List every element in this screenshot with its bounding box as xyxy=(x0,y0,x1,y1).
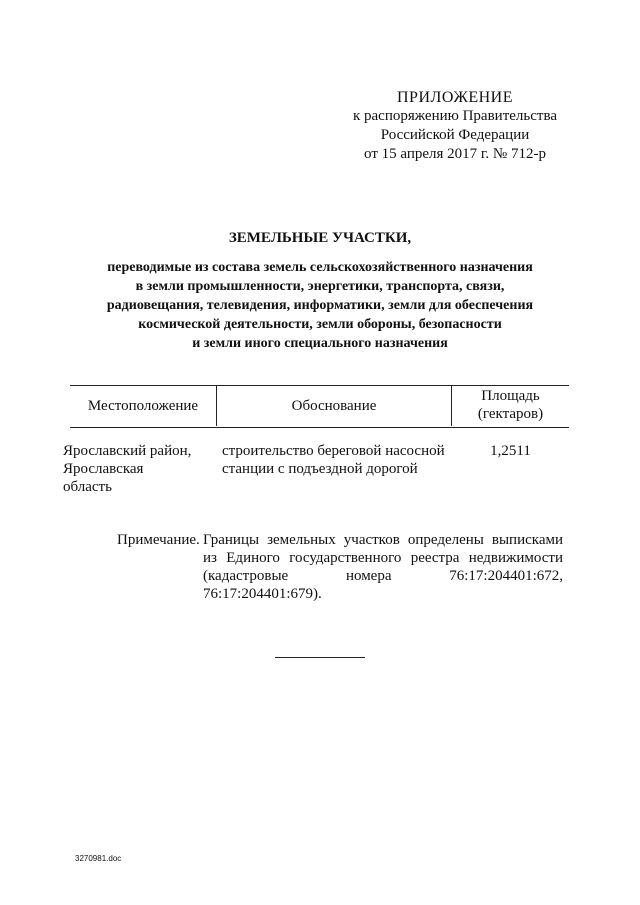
cell-reason xyxy=(222,442,450,478)
subtitle-line: и земли иного специального назначения xyxy=(192,336,448,351)
note-line: (кадастровые номера 76:17:204401:672, xyxy=(203,568,563,584)
header-reason: Обоснование xyxy=(291,398,377,414)
cell-area: 1,2511 xyxy=(490,443,531,459)
appendix-block xyxy=(345,88,565,164)
header-location: Местоположение xyxy=(87,398,199,414)
subtitle-line: переводимые из состава земель сельскохозяйственного назначения xyxy=(107,260,533,275)
header-area-line: Площадь xyxy=(481,388,540,404)
header-area-line: (гектаров) xyxy=(477,406,544,422)
note-line: 76:17:204401:679). xyxy=(203,586,322,602)
appendix-line-date: от 15 апреля 2017 г. № 712-р xyxy=(364,146,546,162)
note-label: Примечание. xyxy=(117,532,200,548)
cell-reason-line: строительство береговой насосной xyxy=(222,443,445,459)
cell-location-line: Ярославская xyxy=(63,461,144,477)
table-header-rule xyxy=(70,427,569,428)
cell-location xyxy=(63,442,213,496)
subtitle-line: в земли промышленности, энергетики, транспорта, связи, xyxy=(135,279,505,294)
note-line: Границы земельных участков определены выписками xyxy=(203,532,563,548)
document-subtitle xyxy=(60,258,580,353)
note-text xyxy=(203,531,563,603)
appendix-heading: ПРИЛОЖЕНИЕ xyxy=(396,89,513,106)
cell-location-line: Ярославский район, xyxy=(63,443,192,459)
file-name-footer: 3270981.doc xyxy=(75,854,122,863)
table-top-rule xyxy=(70,385,569,386)
cell-reason-line: станции с подъездной дорогой xyxy=(222,461,418,477)
header-area xyxy=(452,387,569,423)
note-line: из Единого государственного реестра недвижимости xyxy=(203,550,563,566)
appendix-line-country: Российской Федерации xyxy=(380,127,530,143)
document-title: ЗЕМЕЛЬНЫЕ УЧАСТКИ, xyxy=(228,230,412,246)
subtitle-line: радиовещания, телевидения, информатики, земли для обеспечения xyxy=(106,298,534,313)
cell-location-line: область xyxy=(63,479,112,495)
appendix-line-decree: к распоряжению Правительства xyxy=(352,108,557,124)
end-divider xyxy=(275,657,365,658)
subtitle-line: космической деятельности, земли обороны, безопасности xyxy=(138,317,502,332)
